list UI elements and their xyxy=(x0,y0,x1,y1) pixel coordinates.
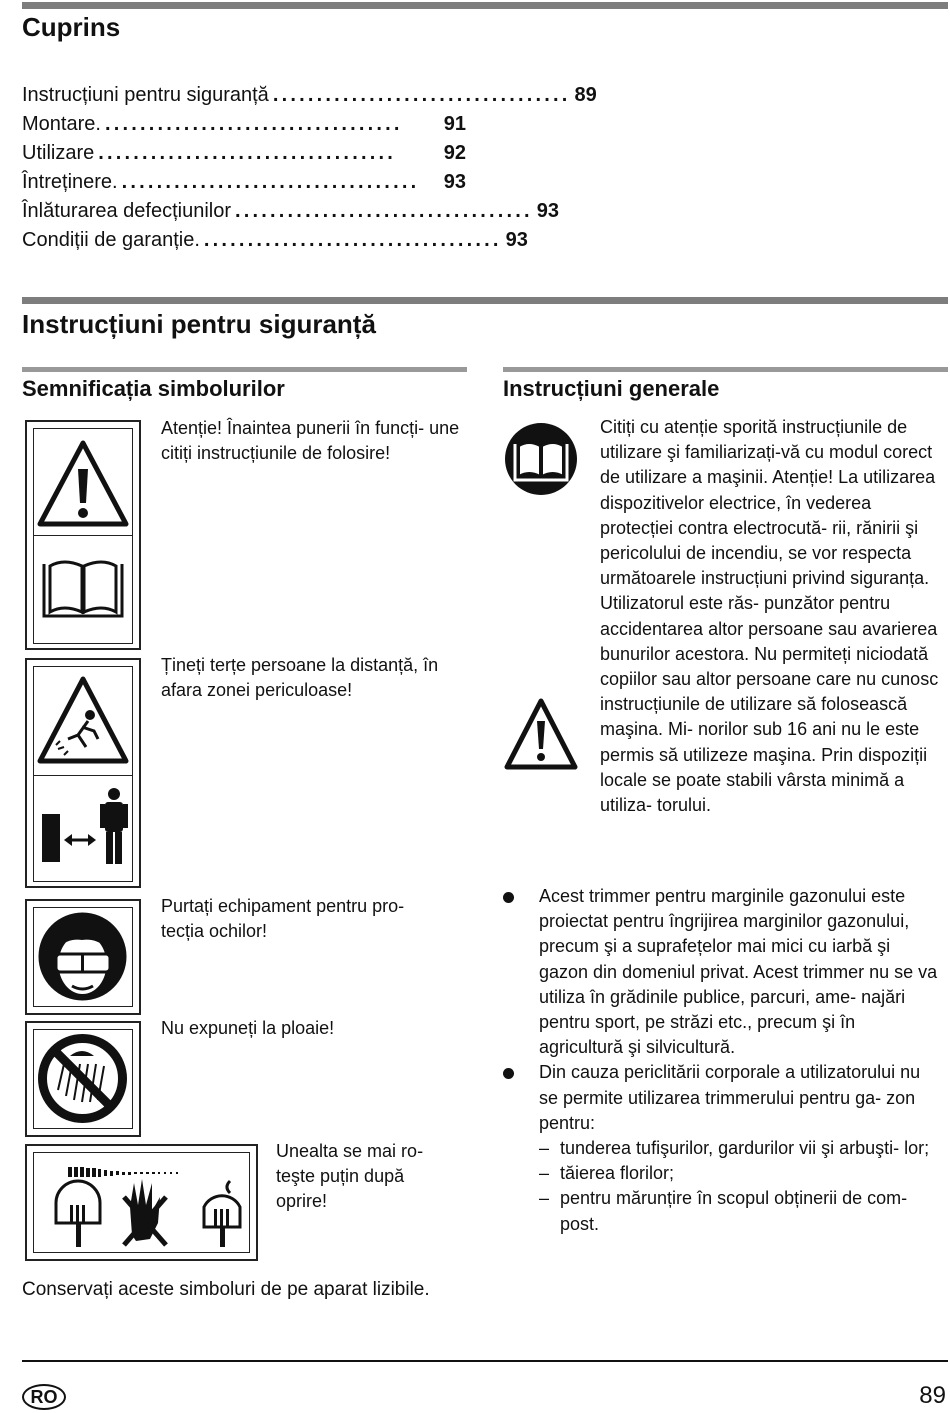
general-heading: Instrucțiuni generale xyxy=(503,376,720,401)
dash-text: pentru mărunțire în scopul obținerii de com- post. xyxy=(560,1188,908,1234)
symbol-rotation-box xyxy=(25,1144,258,1261)
list-item xyxy=(503,1161,943,1186)
dash-icon: – xyxy=(539,1138,550,1159)
symbol-inner-frame xyxy=(33,428,133,644)
toc-row[interactable] xyxy=(22,229,528,258)
symbol-inner-frame xyxy=(33,1029,133,1129)
symbol-distance-box xyxy=(25,658,141,888)
no-rain-icon xyxy=(34,1030,131,1127)
toc-page: 92 xyxy=(443,142,466,164)
safety-heading: Instrucțiuni pentru siguranță xyxy=(22,309,376,339)
manual-icon xyxy=(503,420,579,498)
symbol-warning-manual-box xyxy=(25,420,141,650)
symbol-inner-frame xyxy=(33,666,133,882)
symbol-4-text: Nu expuneți la ploaie! xyxy=(161,1018,335,1038)
toc-row[interactable] xyxy=(22,200,559,229)
toc-leader: .................................. xyxy=(203,229,502,251)
warning-triangle-icon xyxy=(503,695,579,771)
toc-leader: .................................. xyxy=(98,142,396,164)
toc-leader: .................................. xyxy=(121,171,420,193)
symbols-footer-text: Conservați aceste simboluri de pe aparat lizibile. xyxy=(22,1279,430,1300)
toc-title: Instrucțiuni pentru siguranță xyxy=(22,84,269,106)
section-bar xyxy=(22,297,948,304)
toc-leader: .................................. xyxy=(272,84,571,106)
toc-row[interactable] xyxy=(22,113,466,142)
eye-protection-icon xyxy=(34,908,131,1005)
list-item xyxy=(503,884,943,1060)
toc-page: 93 xyxy=(505,229,528,251)
toc-title: Montare. xyxy=(22,113,101,135)
footer-rule xyxy=(22,1360,948,1362)
left-column-bar xyxy=(22,367,467,372)
symbol-inner-frame xyxy=(33,1152,250,1253)
general-instructions-text: Citiți cu atenție sporită instrucțiunile de utilizare şi familiarizați-vă cu modul corect de utilizare a maşinii. Atenție! La utilizarea dispozitivelor electrice, în vederea protecției contra electrocută- rii, rănirii şi pericolului de incendiu, se vor respecta următoarele instrucțiuni privind siguranța. Utilizatorul este răs- punzător pentru accidentarea altor persoane sau avarierea bunurilor acestora. Nu permiteți niciodată copiilor sau altor persoane care nu cunosc instrucțiunile de utilizare să folosească maşina. Mi- norilor sub 16 ani nu le este permis să utilizeze maşina. Prin dispoziții locale se poate stabili vârsta minimă a utiliza- torului. xyxy=(600,417,939,816)
toc-page: 89 xyxy=(574,84,597,106)
table-of-contents xyxy=(22,84,597,258)
toc-title: Condiții de garanție. xyxy=(22,229,200,251)
toc-leader: .................................. xyxy=(235,200,533,222)
bullet-icon xyxy=(503,892,514,903)
toc-row[interactable] xyxy=(22,171,466,200)
list-item xyxy=(503,1060,943,1136)
top-bar xyxy=(22,2,948,9)
toc-row[interactable] xyxy=(22,84,597,113)
list-item xyxy=(503,1186,943,1236)
toc-title: Înlăturarea defecțiunilor xyxy=(22,200,232,222)
thrown-objects-triangle-icon xyxy=(34,667,132,775)
tool-rotation-icon xyxy=(34,1153,248,1251)
symbol-2-text: Țineți terțe persoane la distanță, în afara zonei periculoase! xyxy=(161,655,439,700)
toc-heading: Cuprins xyxy=(22,12,121,42)
dash-text: tăierea florilor; xyxy=(560,1163,675,1184)
symbol-eye-protection-box xyxy=(25,899,141,1015)
right-column-bar xyxy=(503,367,948,372)
toc-row[interactable] xyxy=(22,142,466,171)
warning-triangle-icon xyxy=(34,429,132,535)
keep-distance-icon xyxy=(34,776,132,880)
bullet-text: Din cauza periclitării corporale a utilizatorului nu se permite utilizarea trimmerului pentru ga- zon pentru: xyxy=(539,1062,921,1133)
toc-page: 93 xyxy=(443,171,466,193)
toc-title: Întreținere. xyxy=(22,171,118,193)
symbol-5-text: Unealta se mai ro- teşte puțin după oprire! xyxy=(276,1141,424,1211)
dash-icon: – xyxy=(539,1163,550,1184)
symbol-1-text: Atenție! Înaintea punerii în funcți- une citiți instrucțiunile de folosire! xyxy=(161,418,460,463)
toc-title: Utilizare xyxy=(22,142,95,164)
symbols-heading: Semnificația simbolurilor xyxy=(22,376,285,401)
dash-icon: – xyxy=(539,1188,550,1209)
toc-page: 91 xyxy=(443,113,466,135)
language-badge: RO xyxy=(22,1384,66,1410)
usage-restrictions-list xyxy=(503,884,943,1237)
symbol-inner-frame xyxy=(33,907,133,1007)
symbol-no-rain-box xyxy=(25,1021,141,1137)
page-number: 89 xyxy=(919,1382,946,1409)
bullet-text: Acest trimmer pentru marginile gazonului este proiectat pentru îngrijirea marginilor gazonului, precum şi a suprafețelor mai mici cu iarbă şi gazon din domeniul privat. Acest trimmer nu se va utiliza în grădinile publice, parcuri, ame- najări pentru sport, pe străzi etc., precum şi în agricultură şi silvicultură. xyxy=(539,886,938,1058)
list-item xyxy=(503,1136,943,1161)
bullet-icon xyxy=(503,1068,514,1079)
dash-text: tunderea tufişurilor, gardurilor vii şi arbuşti- lor; xyxy=(560,1138,930,1159)
toc-leader: .................................. xyxy=(104,113,403,135)
toc-page: 93 xyxy=(536,200,559,222)
symbol-3-text: Purtați echipament pentru pro- tecția ochilor! xyxy=(161,896,405,941)
manual-book-icon xyxy=(34,536,132,642)
